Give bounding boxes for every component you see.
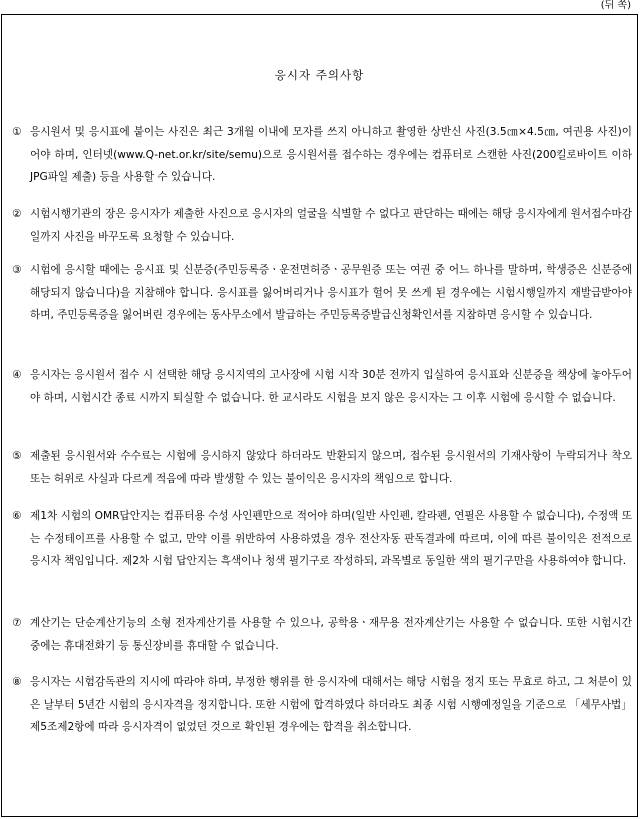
- page-title: 응시자 주의사항: [274, 68, 365, 82]
- notice-item-4: [12, 364, 632, 409]
- item-number: ④: [12, 369, 22, 381]
- notice-item-1: [12, 121, 632, 189]
- item-number: ②: [12, 208, 22, 220]
- item-number: ③: [12, 264, 22, 276]
- notice-item-2: [12, 203, 632, 248]
- back-page-label: (뒤 쪽): [600, 0, 631, 11]
- notice-item-8: [12, 671, 632, 739]
- notice-item-3: [12, 259, 632, 327]
- item-text: 응시자는 응시원서 접수 시 선택한 해당 응시지역의 고사장에 시험 시작 30분 전까지 입실하여 응시표와 신분증을 책상에 놓아두어야 하며, 시험시간 종료 시까지 퇴실할 수 없습니다. 한 교시라도 시험을 보지 않은 응시자는 그 이후 시험에 응시할 수 없습니다.: [30, 369, 632, 404]
- item-number: ⑤: [12, 450, 22, 462]
- item-text: 응시원서 및 응시표에 붙이는 사진은 최근 3개월 이내에 모자를 쓰지 아니하고 촬영한 상반신 사진(3.5㎝×4.5㎝, 여권용 사진)이어야 하며, 인터넷(www.Q-net.or.kr/site/semu)으로 응시원서를 접수하는 경우에는 컴퓨터로 스캔한 사진(200킬로바이트 이하 JPG파일 제출) 등을 사용할 수 있습니다.: [30, 126, 632, 183]
- item-text: 시험에 응시할 때에는 응시표 및 신분증(주민등록증ㆍ운전면허증ㆍ공무원증 또는 여권 중 어느 하나를 말하며, 학생증은 신분증에 해당되지 않습니다)을 지참해야 합니다. 응시표를 잃어버리거나 응시표가 헐어 못 쓰게 된 경우에는 시험시행일까지 재발급받아야 하며, 주민등록증을 잃어버린 경우에는 동사무소에서 발급하는 주민등록증발급신청확인서를 지참하면 응시할 수 있습니다.: [30, 264, 632, 321]
- item-text: 시험시행기관의 장은 응시자가 제출한 사진으로 응시자의 얼굴을 식별할 수 없다고 판단하는 때에는 해당 응시자에게 원서접수마감일까지 사진을 바꾸도록 요청할 수 있습니다.: [30, 208, 632, 243]
- notice-item-6: [12, 505, 632, 573]
- item-text: 응시자는 시험감독관의 지시에 따라야 하며, 부정한 행위를 한 응시자에 대해서는 해당 시험을 정지 또는 무효로 하고, 그 처분이 있은 날부터 5년간 시험의 응시자격을 정지합니다. 또한 시험에 합격하였다 하더라도 최종 시험 시행예정일을 기준으로 「세무사법」 제5조제2항에 따라 응시자격이 없었던 것으로 확인된 경우에는 합격을 취소합니다.: [30, 676, 632, 733]
- item-number: ①: [12, 126, 22, 138]
- item-number: ⑦: [12, 617, 22, 629]
- notice-item-5: [12, 445, 632, 490]
- item-text: 제1차 시험의 OMR답안지는 컴퓨터용 수성 사인펜만으로 적어야 하며(일반 사인펜, 칼라펜, 연필은 사용할 수 없습니다), 수정액 또는 수정테이프를 사용할 수 없고, 만약 이를 위반하여 사용하였을 경우 전산자동 판독결과에 따르며, 이에 따른 불이익은 전적으로 응시자 책임입니다. 제2차 시험 답안지는 흑색이나 청색 필기구로 작성하되, 과목별로 동일한 색의 필기구만을 사용하여야 합니다.: [30, 510, 632, 567]
- item-number: ⑥: [12, 510, 22, 522]
- notice-frame: [1, 14, 638, 817]
- item-text: 계산기는 단순계산기능의 소형 전자계산기를 사용할 수 있으나, 공학용ㆍ재무용 전자계산기는 사용할 수 없습니다. 또한 시험시간 중에는 휴대전화기 등 통신장비를 휴대할 수 없습니다.: [30, 617, 632, 652]
- notice-item-7: [12, 612, 632, 657]
- item-text: 제출된 응시원서와 수수료는 시험에 응시하지 않았다 하더라도 반환되지 않으며, 접수된 응시원서의 기재사항이 누락되거나 착오 또는 허위로 사실과 다르게 적음에 따라 발생할 수 있는 불이익은 응시자의 책임으로 합니다.: [30, 450, 632, 485]
- item-number: ⑧: [12, 676, 22, 688]
